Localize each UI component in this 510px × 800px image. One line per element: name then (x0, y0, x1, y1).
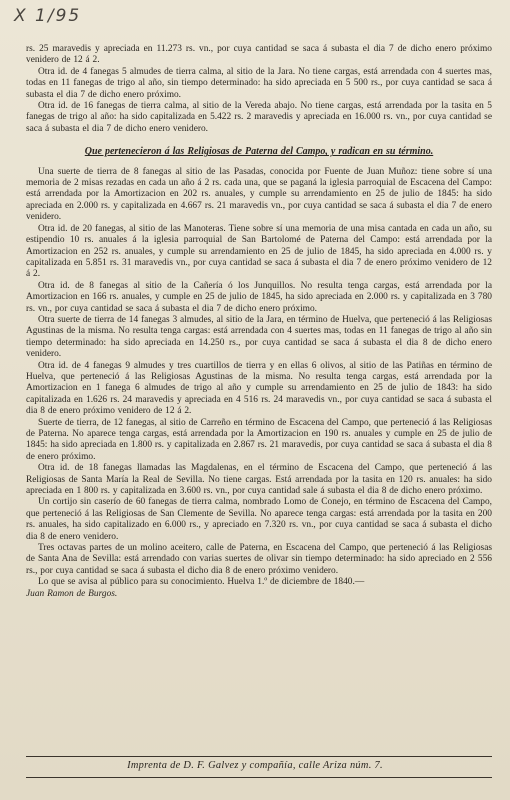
paragraph: Otra id. de 4 fanegas 5 almudes de tierra calma, al sitio de la Jara. No tiene cargas, está arrendada con 4 suertes mas, todas en 11 fanegas de trigo al año, sin tiempo determinado: ha sido apreciada en 5 500 rs., por cuya cantidad se saca á subasta el dia 7 de dicho enero próximo. (26, 66, 492, 100)
paragraph: rs. 25 maravedis y apreciada en 11.273 rs. vn., por cuya cantidad se saca á subasta el dia 7 de dicho enero próximo venidero de 12 á 2. (26, 44, 492, 66)
section-heading-text: Que pertenecieron á las Religiosas de Paterna del Campo, y radican en su término. (84, 146, 434, 158)
paragraph: Otra id. de 4 fanegas 9 almudes y tres cuartillos de tierra y en ellas 6 olivos, al sitio de las Patiñas en término de Huelva, que perteneció á las Religiosas Agustinas de la misma. No resulta tenga cargas, está arrendada por la Amortizacion en 1 fanega 6 almudes de trigo al año y cumple su arrendamiento en 25 de julio de 1843: ha sido capitalizada en 1.626 rs. 24 maravedis y apreciada en 4 516 rs. 24 maravedis vn., por cuya cantidad se saca á subasta el dia 8 de enero próximo venidero de 12 á 2. (26, 360, 492, 417)
paragraph: Otra id. de 16 fanegas de tierra calma, al sitio de la Vereda abajo. No tiene cargas, está arrendada por la tasita en 5 fanegas de trigo al año: ha sido capitalizada en 5.422 rs. 2 maravedis y apreciada en 16.000 rs. vn., por cuya cantidad se saca á subasta el dia 7 de dicho enero venidero. (26, 101, 492, 134)
divider (26, 756, 492, 757)
closing-paragraph: Lo que se avisa al público para su conocimiento. Huelva 1.º de diciembre de 1840.— (38, 577, 365, 588)
handwritten-note: X 1/95 (14, 6, 82, 26)
paragraph: Una suerte de tierra de 8 fanegas al sitio de las Pasadas, conocida por Fuente de Juan Muñoz: tiene sobre sí una memoria de 2 misas rezadas en cada un año á 2 rs. cada una, que se paganá la iglesia parroquial de Escacena del Campo: está arrendada por la Amortizacion en 202 rs. anuales, y cumple su arrendamiento en 25 de julio de 1845: ha sido apreciada en 2.000 rs. y capitalizada en 4.667 rs. 21 maravedis vn., por cuya cantidad se saca á subasta el dia 7 de enero venidero. (26, 166, 492, 223)
paragraph: Otra id. de 18 fanegas llamadas las Magdalenas, en el término de Escacena del Campo, que perteneció á las Religiosas de Santa María la Real de Sevilla. No tiene cargas. Está arrendada por la tasita en 120 rs. anuales: ha sido apreciada en 1 800 rs. y capitalizada en 3.600 rs. vn., por cuya cantidad sale á subasta el dia 8 de dicho enero próximo. (26, 463, 492, 497)
document-body (26, 44, 492, 600)
paragraph: Otra suerte de tierra de 14 fanegas 3 almudes, al sitio de la Jara, en término de Huelva, que perteneció á las Religiosas Agustinas de la misma. No resulta tenga cargas: está arrendada con 4 suertes mas, todas en 11 fanegas de trigo al año sin tiempo determinado: ha sido apreciada en 14.250 rs., por cuya cantidad se saca á subasta el dia 8 de dicho enero venidero. (26, 314, 492, 360)
paragraph: Suerte de tierra, de 12 fanegas, al sitio de Carreño en término de Escacena del Campo, que perteneció á las Religiosas de Paterna. No aparece tenga cargas, está arrendada por la Amortizacion en 190 rs. anuales y cumple en 25 de julio de 1845: ha sido apreciada en 1.800 rs. y capitalizada en 2.867 rs. 21 maravedis, por cuya cantidad se saca á subasta el dia 8 de enero próximo. (26, 417, 492, 462)
paragraph: Otra id. de 20 fanegas, al sitio de las Manoteras. Tiene sobre sí una memoria de una misa cantada en cada un año, su estipendio 10 rs. anuales á la iglesia parroquial de San Bartolomé de Paterna del Campo: está arrendada por la Amortizacion en 252 rs. anuales, y cumple su arrendamiento en 25 de julio de 1845, ha sido apreciada en 4.000 rs. y capitalizada en 5.851 rs. 31 maravedis vn., por cuya cantidad se saca á subasta el dia 7 de enero próximo venidero de 12 á 2. (26, 223, 492, 280)
section-heading (26, 146, 492, 157)
divider (26, 777, 492, 778)
paragraph: Tres octavas partes de un molino aceitero, calle de Paterna, en Escacena del Campo, que perteneció á las Religiosas de Santa Ana de Sevilla: está arrendado con varias suertes de olivar sin tiempo determinado: ha sido apreciado en 2 556 rs., por cuya cantidad se saca á subasta el dicho dia 8 de enero próximo venidero. (26, 543, 492, 576)
paragraph: Un cortijo sin caserío de 60 fanegas de tierra calma, nombrado Lomo de Conejo, en término de Escacena del Campo, que perteneció á las Religiosas de San Clemente de Sevilla. No aparece tenga cargas: está arrendada por la tasita en 200 rs. anuales, ha sido capitalizado en 6.000 rs., y apreciado en 7.320 rs. vn., por cuya cantidad se saca á subasta el dicho dia 8 de enero venidero. (26, 497, 492, 542)
signature: Juan Ramon de Burgos. (26, 588, 118, 599)
printer-imprint: Imprenta de D. F. Galvez y compañía, calle Ariza núm. 7. (127, 760, 383, 771)
paragraph: Otra id. de 8 fanegas al sitio de la Cañería ó los Junquillos. No resulta tenga cargas, está arrendada por la Amortizacion en 166 rs. anuales, y cumple en 25 de julio de 1845, ha sido apreciada en 2.000 rs. y capitalizada en 3 780 rs. vn., por cuya cantidad se saca á subasta el dia 7 de dicho enero próximo. (26, 280, 492, 314)
